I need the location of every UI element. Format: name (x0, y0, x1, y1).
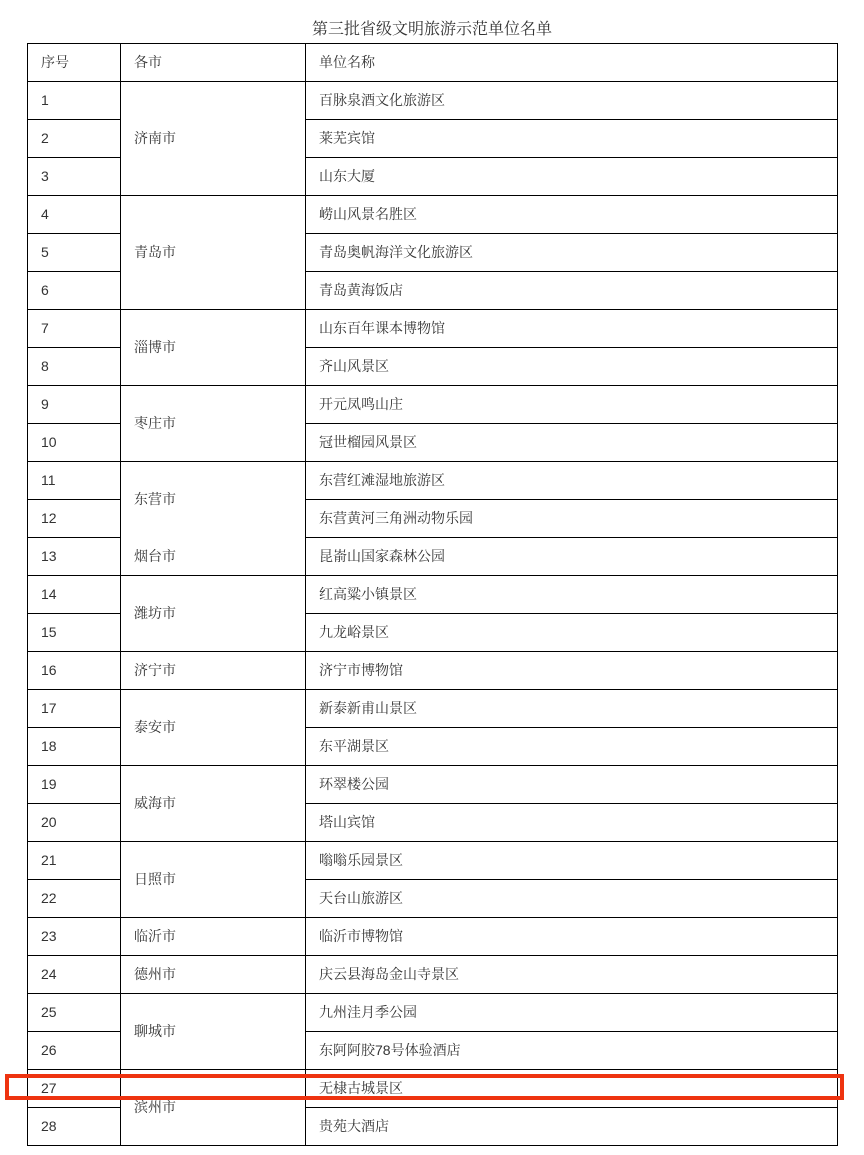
seq-cell: 7 (28, 310, 121, 348)
table-row (28, 1070, 838, 1108)
city-cell: 滨州市 (121, 1070, 306, 1146)
page-title: 第三批省级文明旅游示范单位名单 (311, 21, 552, 38)
unit-name-cell: 山东大厦 (306, 158, 838, 196)
seq-cell: 10 (28, 424, 121, 462)
seq-cell: 26 (28, 1032, 121, 1070)
header-unit-name: 单位名称 (306, 44, 838, 82)
unit-name-cell: 贵苑大酒店 (306, 1108, 838, 1146)
table-row (28, 386, 838, 424)
city-stack (121, 462, 305, 575)
seq-cell: 13 (28, 538, 121, 576)
table-row (28, 310, 838, 348)
city-cell: 临沂市 (121, 918, 306, 956)
table-row (28, 82, 838, 120)
seq-cell: 25 (28, 994, 121, 1032)
unit-name-cell: 青岛奥帆海洋文化旅游区 (306, 234, 838, 272)
table-row (28, 766, 838, 804)
seq-cell: 28 (28, 1108, 121, 1146)
unit-name-cell: 冠世榴园风景区 (306, 424, 838, 462)
unit-name-cell: 嗡嗡乐园景区 (306, 842, 838, 880)
city-cell: 济宁市 (121, 652, 306, 690)
seq-cell: 12 (28, 500, 121, 538)
seq-cell: 5 (28, 234, 121, 272)
seq-cell: 21 (28, 842, 121, 880)
seq-cell: 20 (28, 804, 121, 842)
unit-name-cell: 无棣古城景区 (306, 1070, 838, 1108)
seq-cell: 1 (28, 82, 121, 120)
city-cell: 威海市 (121, 766, 306, 842)
table-row (28, 576, 838, 614)
seq-cell: 9 (28, 386, 121, 424)
unit-name-cell: 莱芜宾馆 (306, 120, 838, 158)
unit-name-cell: 红高粱小镇景区 (306, 576, 838, 614)
unit-name-cell: 崂山风景名胜区 (306, 196, 838, 234)
city-cell (121, 462, 306, 576)
unit-name-cell: 九州洼月季公园 (306, 994, 838, 1032)
unit-name-cell: 东平湖景区 (306, 728, 838, 766)
unit-name-cell: 开元凤鸣山庄 (306, 386, 838, 424)
seq-cell: 23 (28, 918, 121, 956)
seq-cell: 2 (28, 120, 121, 158)
unit-name-cell: 天台山旅游区 (306, 880, 838, 918)
unit-name-cell: 青岛黄海饭店 (306, 272, 838, 310)
seq-cell: 15 (28, 614, 121, 652)
city-label: 东营市 (134, 491, 176, 508)
seq-cell: 14 (28, 576, 121, 614)
units-table (27, 43, 838, 1146)
seq-cell: 16 (28, 652, 121, 690)
city-cell: 德州市 (121, 956, 306, 994)
table-row (28, 956, 838, 994)
seq-cell: 4 (28, 196, 121, 234)
table-row (28, 196, 838, 234)
seq-cell: 24 (28, 956, 121, 994)
table-row (28, 994, 838, 1032)
unit-name-cell: 山东百年课本博物馆 (306, 310, 838, 348)
city-cell: 枣庄市 (121, 386, 306, 462)
table-row (28, 918, 838, 956)
unit-name-cell: 百脉泉酒文化旅游区 (306, 82, 838, 120)
seq-cell: 18 (28, 728, 121, 766)
seq-cell: 19 (28, 766, 121, 804)
city-cell: 淄博市 (121, 310, 306, 386)
seq-cell: 3 (28, 158, 121, 196)
unit-name-cell: 昆嵛山国家森林公园 (306, 538, 838, 576)
unit-name-cell: 临沂市博物馆 (306, 918, 838, 956)
unit-name-cell: 塔山宾馆 (306, 804, 838, 842)
seq-cell: 8 (28, 348, 121, 386)
unit-name-cell: 齐山风景区 (306, 348, 838, 386)
header-row (28, 44, 838, 82)
table-row (28, 842, 838, 880)
seq-cell: 22 (28, 880, 121, 918)
table-body (28, 82, 838, 1146)
unit-name-cell: 东营黄河三角洲动物乐园 (306, 500, 838, 538)
unit-name-cell: 九龙峪景区 (306, 614, 838, 652)
unit-name-cell: 东营红滩湿地旅游区 (306, 462, 838, 500)
seq-cell: 11 (28, 462, 121, 500)
header-city: 各市 (121, 44, 306, 82)
seq-cell: 6 (28, 272, 121, 310)
city-cell: 潍坊市 (121, 576, 306, 652)
unit-name-cell: 东阿阿胶78号体验酒店 (306, 1032, 838, 1070)
header-seq: 序号 (28, 44, 121, 82)
unit-name-cell: 庆云县海岛金山寺景区 (306, 956, 838, 994)
city-cell: 泰安市 (121, 690, 306, 766)
unit-name-cell: 济宁市博物馆 (306, 652, 838, 690)
seq-cell: 27 (28, 1070, 121, 1108)
city-cell: 青岛市 (121, 196, 306, 310)
city-cell: 日照市 (121, 842, 306, 918)
seq-cell: 17 (28, 690, 121, 728)
city-cell: 聊城市 (121, 994, 306, 1070)
unit-name-cell: 环翠楼公园 (306, 766, 838, 804)
city-label: 烟台市 (134, 547, 176, 564)
table-row (28, 462, 838, 500)
unit-name-cell: 新泰新甫山景区 (306, 690, 838, 728)
table-row (28, 652, 838, 690)
city-cell: 济南市 (121, 82, 306, 196)
table-row (28, 690, 838, 728)
